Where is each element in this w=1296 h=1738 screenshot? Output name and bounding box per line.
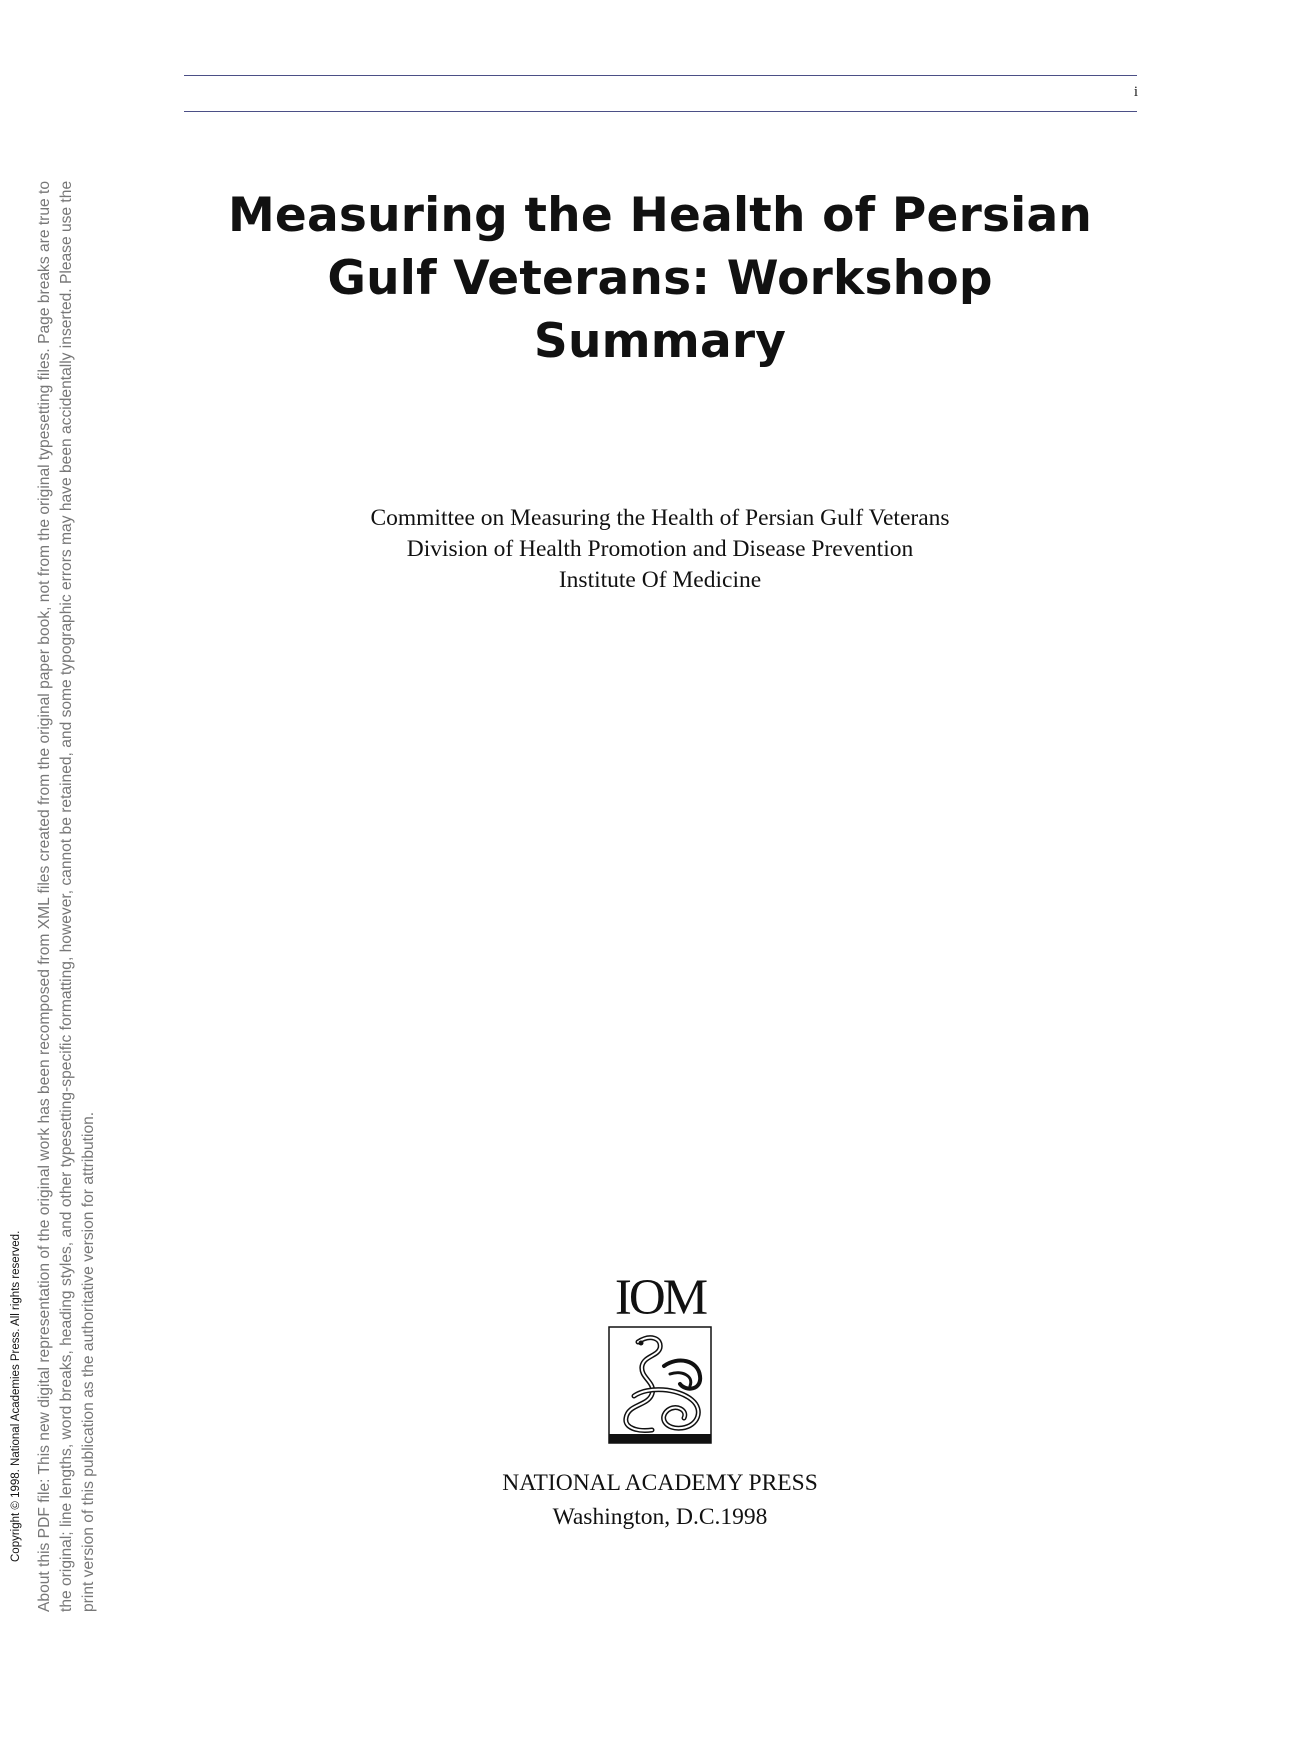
about-line-3: print version of this publication as the authoritative version for attribution. — [80, 1111, 97, 1612]
division-name: Division of Health Promotion and Disease Prevention — [406, 536, 914, 562]
publisher-block — [400, 1466, 920, 1534]
header-rule-bottom — [184, 111, 1137, 112]
publisher-name: NATIONAL ACADEMY PRESS — [502, 1470, 818, 1496]
title-line-1: Measuring the Health of Persian — [227, 188, 1093, 243]
header-rule-top — [184, 75, 1137, 76]
iom-logo — [608, 1270, 712, 1444]
title-line-3: Summary — [533, 314, 787, 369]
logo-text: IOM — [614, 1270, 706, 1326]
title-line-2: Gulf Veterans: Workshop — [327, 251, 993, 306]
serpent-icon — [608, 1326, 712, 1444]
copyright-notice: Copyright © 1998. National Academies Press. All rights reserved. — [10, 1230, 22, 1562]
about-pdf-notice — [34, 181, 100, 1612]
page-title — [220, 184, 1100, 373]
publisher-place-year: Washington, D.C.1998 — [552, 1504, 768, 1530]
about-line-1: About this PDF file: This new digital representation of the original work has been recomposed from XML files created from the original paper book, not from the original typesetting files. Page breaks are true to — [36, 180, 53, 1612]
about-line-2: the original; line lengths, word breaks, heading styles, and other typesetting-specific formatting, however, cannot be retained, and some typographic errors may have been accidentally inserted. Please use the — [58, 180, 75, 1612]
page-number: i — [1133, 84, 1138, 100]
author-block — [260, 503, 1060, 596]
committee-name: Committee on Measuring the Health of Persian Gulf Veterans — [370, 505, 950, 531]
institute-name: Institute Of Medicine — [558, 567, 762, 593]
